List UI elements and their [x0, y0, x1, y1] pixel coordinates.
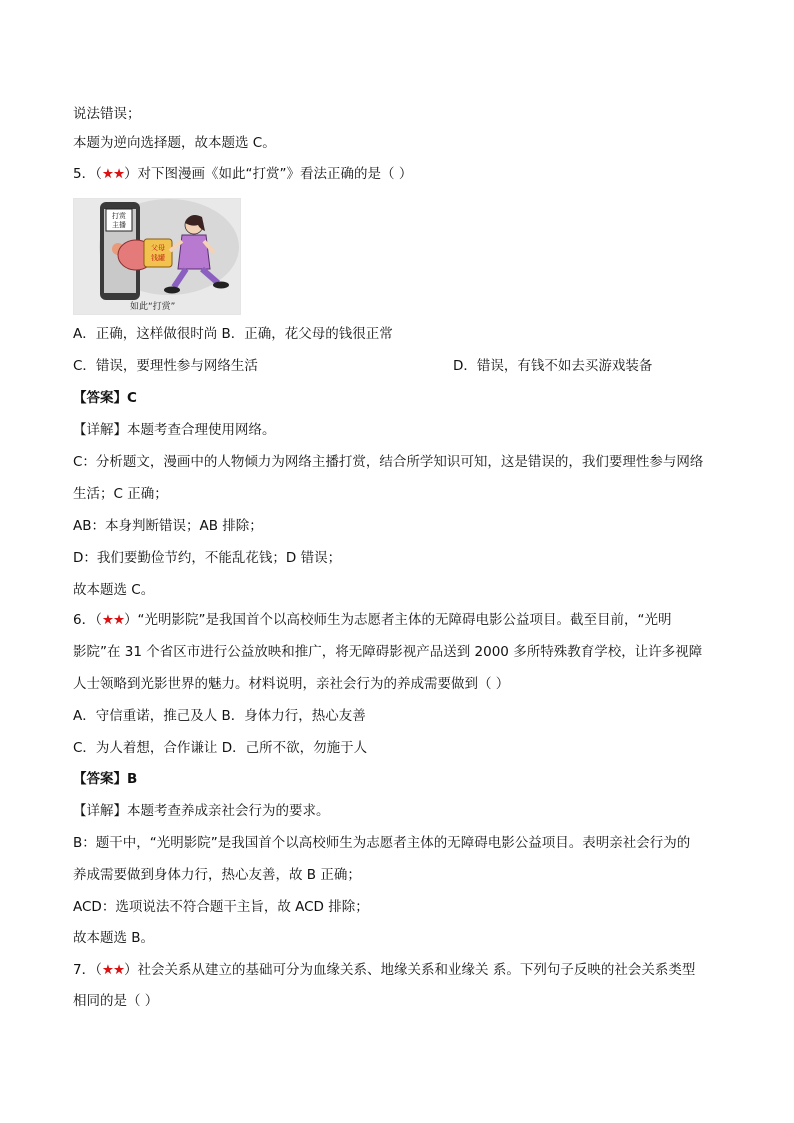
question-6-options-cd: C．为人着想，合作谦让 D．己所不欲，勿施于人	[73, 740, 368, 756]
phone-label-2: 主播	[112, 221, 126, 229]
question-5-answer: 【答案】C	[73, 390, 137, 406]
question-5-explain-ab: AB：本身判断错误；AB 排除；	[73, 518, 263, 534]
question-number: 5．（	[73, 166, 102, 182]
difficulty-stars-icon: ★★	[101, 166, 125, 182]
line-1: 说法错误；	[73, 106, 141, 122]
question-6-stem-2: 影院”在 31 个省区市进行公益放映和推广，将无障碍影视产品送到 2000 多所特殊教育学校，让许多视障	[73, 644, 703, 660]
question-5-explain-d: D：我们要勤俭节约，不能乱花钱；D 错误；	[73, 550, 342, 566]
question-6-explain-acd: ACD：选项说法不符合题干主旨，故 ACD 排除；	[73, 899, 369, 915]
comic-caption: 如此“打赏”	[130, 302, 176, 312]
question-text: ）“光明影院”是我国首个以高校师生为志愿者主体的无障碍电影公益项目。截至目前，“光明	[124, 612, 672, 628]
phone-label-1: 打赏	[112, 212, 126, 220]
question-6-explain-b1: B：题干中，“光明影院”是我国首个以高校师生为志愿者主体的无障碍电影公益项目。表明亲社会行为的	[73, 835, 691, 851]
question-5-explain-c1: C：分析题文，漫画中的人物倾力为网络主播打赏，结合所学知识可知，这是错误的，我们要理性参与网络	[73, 454, 704, 470]
question-text: ）对下图漫画《如此“打赏”》看法正确的是（ ）	[124, 166, 413, 182]
line-2: 本题为逆向选择题，故本题选 C。	[73, 135, 276, 151]
question-6-stem-3: 人士领略到光影世界的魅力。材料说明，亲社会行为的养成需要做到（ ）	[73, 676, 510, 692]
question-5-explain-c2: 生活；C 正确；	[73, 486, 168, 502]
question-5-options-cd	[73, 356, 653, 376]
question-6-final: 故本题选 B。	[73, 930, 155, 946]
question-5-detail: 【详解】本题考查合理使用网络。	[73, 422, 276, 438]
question-6-explain-b2: 养成需要做到身体力行，热心友善，故 B 正确；	[73, 867, 361, 883]
question-6-stem-1	[73, 610, 672, 630]
question-6-answer: 【答案】B	[73, 771, 138, 787]
option-d: D．错误，有钱不如去买游戏装备	[453, 358, 653, 374]
question-6-options-ab: A．守信重诺，推己及人 B．身体力行，热心友善	[73, 708, 366, 724]
question-7-stem-2: 相同的是（ ）	[73, 993, 159, 1009]
comic-illustration	[74, 199, 240, 314]
bank-label-1: 父母	[151, 244, 165, 252]
question-7-stem-1	[73, 960, 695, 980]
difficulty-stars-icon: ★★	[101, 962, 125, 978]
question-5-final: 故本题选 C。	[73, 582, 155, 598]
question-5-options-ab: A．正确，这样做很时尚 B．正确，花父母的钱很正常	[73, 326, 393, 342]
question-number: 7．（	[73, 962, 102, 978]
bank-label-2: 钱罐	[151, 254, 165, 262]
question-number: 6．（	[73, 612, 102, 628]
option-c: C．错误，要理性参与网络生活	[73, 358, 258, 374]
difficulty-stars-icon: ★★	[101, 612, 125, 628]
question-5-stem	[73, 164, 412, 184]
comic-image	[73, 198, 241, 315]
question-text: ）社会关系从建立的基础可分为血缘关系、地缘关系和业缘关 系。下列句子反映的社会关系类型	[124, 962, 696, 978]
question-6-detail: 【详解】本题考查养成亲社会行为的要求。	[73, 803, 330, 819]
